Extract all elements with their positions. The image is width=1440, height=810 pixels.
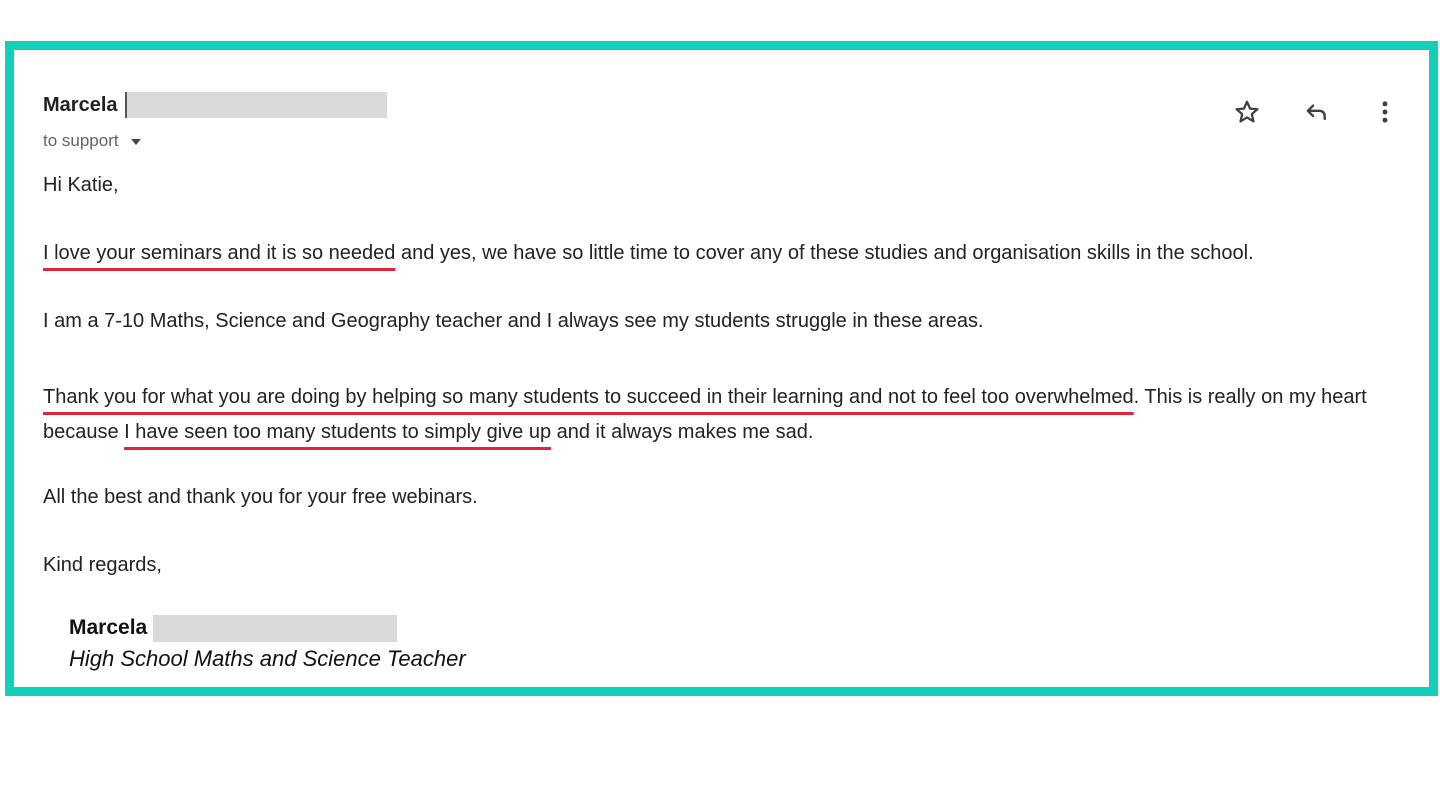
more-vert-icon	[1371, 98, 1399, 126]
greeting: Hi Katie,	[43, 174, 119, 196]
reply-icon	[1302, 98, 1330, 126]
paragraph-1-text: and yes, we have so little time to cover any of these studies and organisation skills in the school.	[395, 242, 1254, 264]
message-actions	[1231, 96, 1401, 128]
chevron-down-icon	[131, 139, 141, 145]
paragraph-2: I am a 7-10 Maths, Science and Geography teacher and I always see my students struggle in these areas.	[43, 310, 984, 332]
paragraph-3	[43, 380, 1423, 450]
email-card	[5, 41, 1438, 696]
paragraph-4: All the best and thank you for your free webinars.	[43, 486, 478, 508]
paragraph-3-text: . This is really on my heart because	[43, 386, 1367, 443]
more-options-button[interactable]	[1369, 96, 1401, 128]
paragraph-3-text: and it always makes me sad.	[551, 421, 814, 443]
star-button[interactable]	[1231, 96, 1263, 128]
redacted-surname	[153, 615, 397, 642]
paragraph-1	[43, 236, 1423, 271]
highlighted-phrase: I have seen too many students to simply give up	[124, 421, 552, 443]
recipient-details-toggle[interactable]	[43, 131, 141, 151]
signature	[69, 613, 466, 672]
redacted-surname	[125, 92, 387, 118]
signature-title: High School Maths and Science Teacher	[69, 646, 466, 671]
highlighted-phrase: I love your seminars and it is so needed	[43, 242, 396, 264]
recipient-line: to support	[43, 131, 119, 150]
reply-button[interactable]	[1300, 96, 1332, 128]
closing: Kind regards,	[43, 554, 162, 576]
sender-row	[43, 89, 387, 121]
star-icon	[1233, 98, 1261, 126]
signature-name: Marcela	[69, 616, 148, 639]
highlighted-phrase: Thank you for what you are doing by helping so many students to succeed in their learning and not to feel too overwhelmed	[43, 386, 1134, 408]
sender-name: Marcela	[43, 93, 118, 116]
